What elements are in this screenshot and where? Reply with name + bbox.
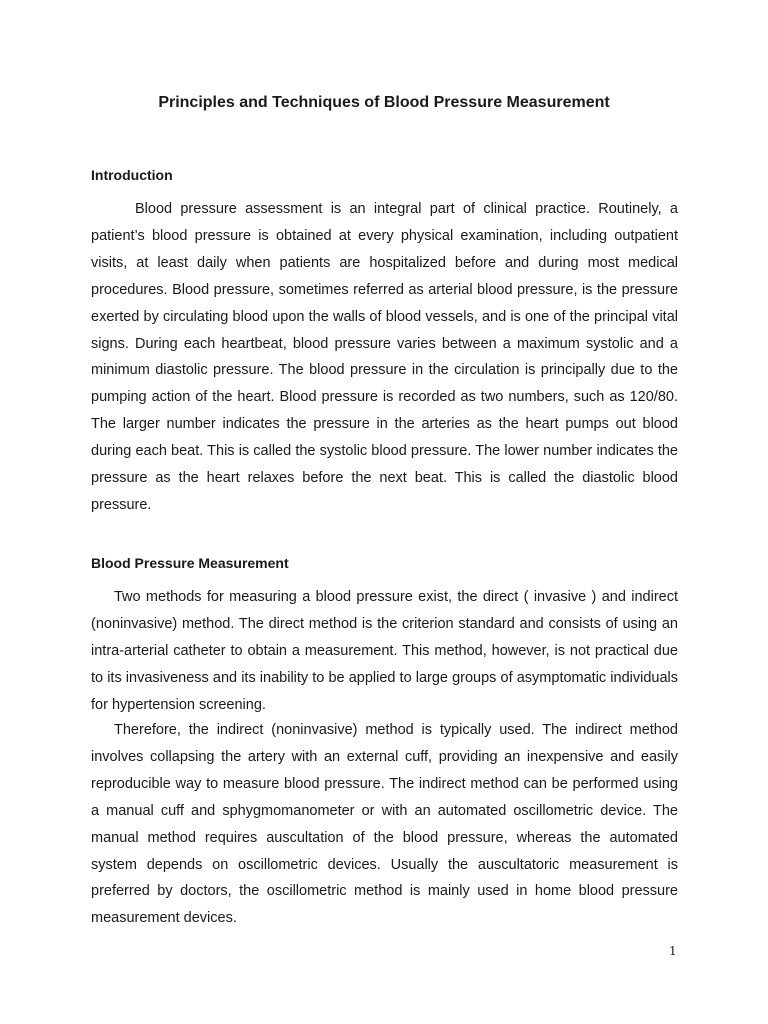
section-heading-introduction: Introduction — [91, 167, 173, 183]
section-heading-blood-pressure-measurement: Blood Pressure Measurement — [91, 555, 289, 571]
measurement-paragraph-2: Therefore, the indirect (noninvasive) method is typically used. The indirect method involves collapsing the artery with an external cuff, providing an inexpensive and easily reproducible way to measure blood pressure. The indirect method can be performed using a manual cuff and sphygmomanometer or with an automated oscillometric device. The manual method requires auscultation of the blood pressure, whereas the automated system depends on oscillometric devices. Usually the auscultatoric measurement is preferred by doctors, the oscillometric method is mainly used in home blood pressure measurement devices. — [91, 722, 678, 927]
document-title: Principles and Techniques of Blood Pressure Measurement — [158, 94, 610, 111]
page-number: 1 — [669, 944, 677, 958]
measurement-paragraph-1: Two methods for measuring a blood pressure exist, the direct ( invasive ) and indirect (noninvasive) method. The direct method is the criterion standard and consists of using an intra-arterial catheter to obtain a measurement. This method, however, is not practical due to its invasiveness and its inability to be applied to large groups of asymptomatic individuals for hypertension screening. — [91, 589, 678, 713]
introduction-paragraph: Blood pressure assessment is an integral part of clinical practice. Routinely, a patient’s blood pressure is obtained at every physical examination, including outpatient visits, at least daily when patients are hospitalized before and during most medical procedures. Blood pressure, sometimes referred as arterial blood pressure, is the pressure exerted by circulating blood upon the walls of blood vessels, and is one of the principal vital signs. During each heartbeat, blood pressure varies between a maximum systolic and a minimum diastolic pressure. The blood pressure in the circulation is principally due to the pumping action of the heart. Blood pressure is recorded as two numbers, such as 120/80. The larger number indicates the pressure in the arteries as the heart pumps out blood during each beat. This is called the systolic blood pressure. The lower number indicates the pressure as the heart relaxes before the next beat. This is called the diastolic blood pressure. — [91, 201, 678, 513]
